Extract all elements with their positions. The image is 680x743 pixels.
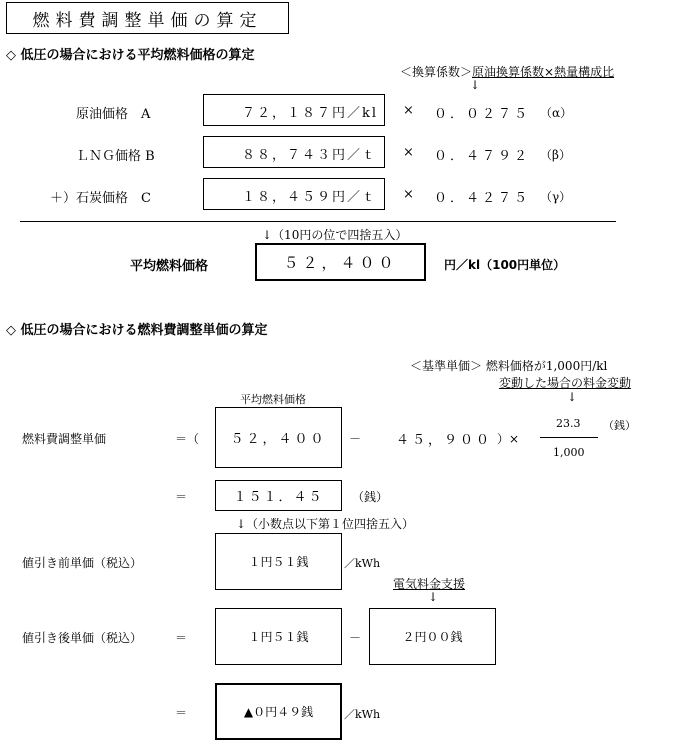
gamma-label: （γ） [540, 190, 572, 204]
conversion-note-prefix: ＜換算係数＞ [400, 65, 473, 79]
lng-times: × [403, 145, 414, 160]
avg-fuel-price-unit: 円／kl（100円単位） [444, 258, 566, 272]
section1-heading: ◇ 低圧の場合における平均燃料価格の算定 [6, 48, 255, 63]
conversion-note [400, 63, 614, 80]
crude-oil-price-box [203, 94, 385, 126]
before-discount-box [215, 533, 342, 590]
conversion-arrow: ↓ [470, 78, 481, 92]
avg-fuel-price-box [255, 243, 426, 281]
minus-sign-2: － [349, 631, 362, 645]
fraction-numerator: 23.3 [556, 417, 581, 430]
avg-fuel-caption: 平均燃料価格 [240, 393, 306, 406]
alpha-label: （α） [540, 106, 573, 120]
equals-open: ＝（ [175, 432, 200, 446]
avg-fuel-price-value: ５２，４００ [283, 253, 398, 272]
avg-fuel-price-value-2: ５２，４００ [230, 432, 327, 447]
base-unit-prefix: ＜基準単価＞ [410, 359, 483, 373]
lng-label: ＬＮＧ価格 B [76, 149, 155, 164]
conversion-note-body: 原油換算係数×熱量構成比 [472, 65, 615, 79]
after-discount-box [215, 608, 342, 665]
coal-price: １８，４５９円／ｔ [242, 190, 378, 205]
page-title [6, 2, 289, 34]
crude-oil-coef: ０．０２７５ [434, 107, 531, 122]
after-discount-label: 値引き後単価（税込） [22, 631, 143, 645]
base-price-value: ４５，９００ [396, 433, 493, 448]
before-discount-unit: ／kWh [344, 557, 381, 570]
rounding-note-2: ↓（小数点以下第１位四捨五入） [236, 517, 415, 531]
lng-coef: ０．４７９２ [434, 149, 531, 164]
rounding-note: ↓（10円の位で四捨五入） [262, 228, 408, 242]
support-value: ２円００銭 [402, 630, 463, 644]
final-box [215, 683, 342, 740]
support-box [369, 608, 496, 665]
coal-price-box [203, 178, 385, 210]
sum-divider [20, 221, 616, 222]
minus-sign: － [349, 432, 362, 446]
close-times: ）× [497, 432, 520, 446]
base-unit-note [410, 357, 607, 374]
base-unit-arrow: ↓ [567, 390, 578, 404]
result-unit: （銭） [352, 490, 389, 504]
before-discount-label: 値引き前単価（税込） [22, 556, 143, 570]
crude-oil-price: ７２，１８７円／kl [242, 106, 379, 121]
base-unit-line1: 燃料価格が1,000円/kl [485, 359, 608, 373]
avg-fuel-price-box-2 [215, 407, 342, 468]
after-discount-value: １円５１銭 [248, 630, 309, 644]
avg-fuel-price-label: 平均燃料価格 [130, 259, 209, 274]
fraction-denominator: 1,000 [553, 446, 585, 459]
adjust-unit-label: 燃料費調整単価 [22, 432, 107, 446]
crude-oil-label: 原油価格 A [76, 107, 151, 122]
coal-coef: ０．４２７５ [434, 191, 531, 206]
final-value: ▲０円４９銭 [243, 705, 314, 719]
final-unit: ／kWh [344, 708, 381, 721]
crude-oil-times: × [403, 103, 414, 118]
equals-result: ＝ [175, 490, 188, 504]
result-value: １５１．４５ [233, 490, 324, 505]
section2-heading: ◇ 低圧の場合における燃料費調整単価の算定 [6, 323, 268, 338]
fraction-unit: （銭） [603, 419, 636, 432]
equals-final: ＝ [175, 706, 188, 720]
equals-after: ＝ [175, 631, 188, 645]
fraction-bar [540, 437, 598, 438]
coal-label: ＋）石炭価格 C [50, 191, 151, 206]
coal-times: × [403, 187, 414, 202]
beta-label: （β） [540, 148, 571, 162]
support-label: 電気料金支援 [393, 577, 466, 591]
lng-price: ８８，７４３円／ｔ [242, 148, 378, 163]
base-unit-line2: 変動した場合の料金変動 [499, 376, 632, 390]
result-box [215, 480, 342, 511]
before-discount-value: １円５１銭 [248, 555, 309, 569]
page-title-text: 燃料費調整単価の算定 [32, 10, 263, 31]
support-arrow: ↓ [428, 590, 439, 604]
lng-price-box [203, 136, 385, 168]
